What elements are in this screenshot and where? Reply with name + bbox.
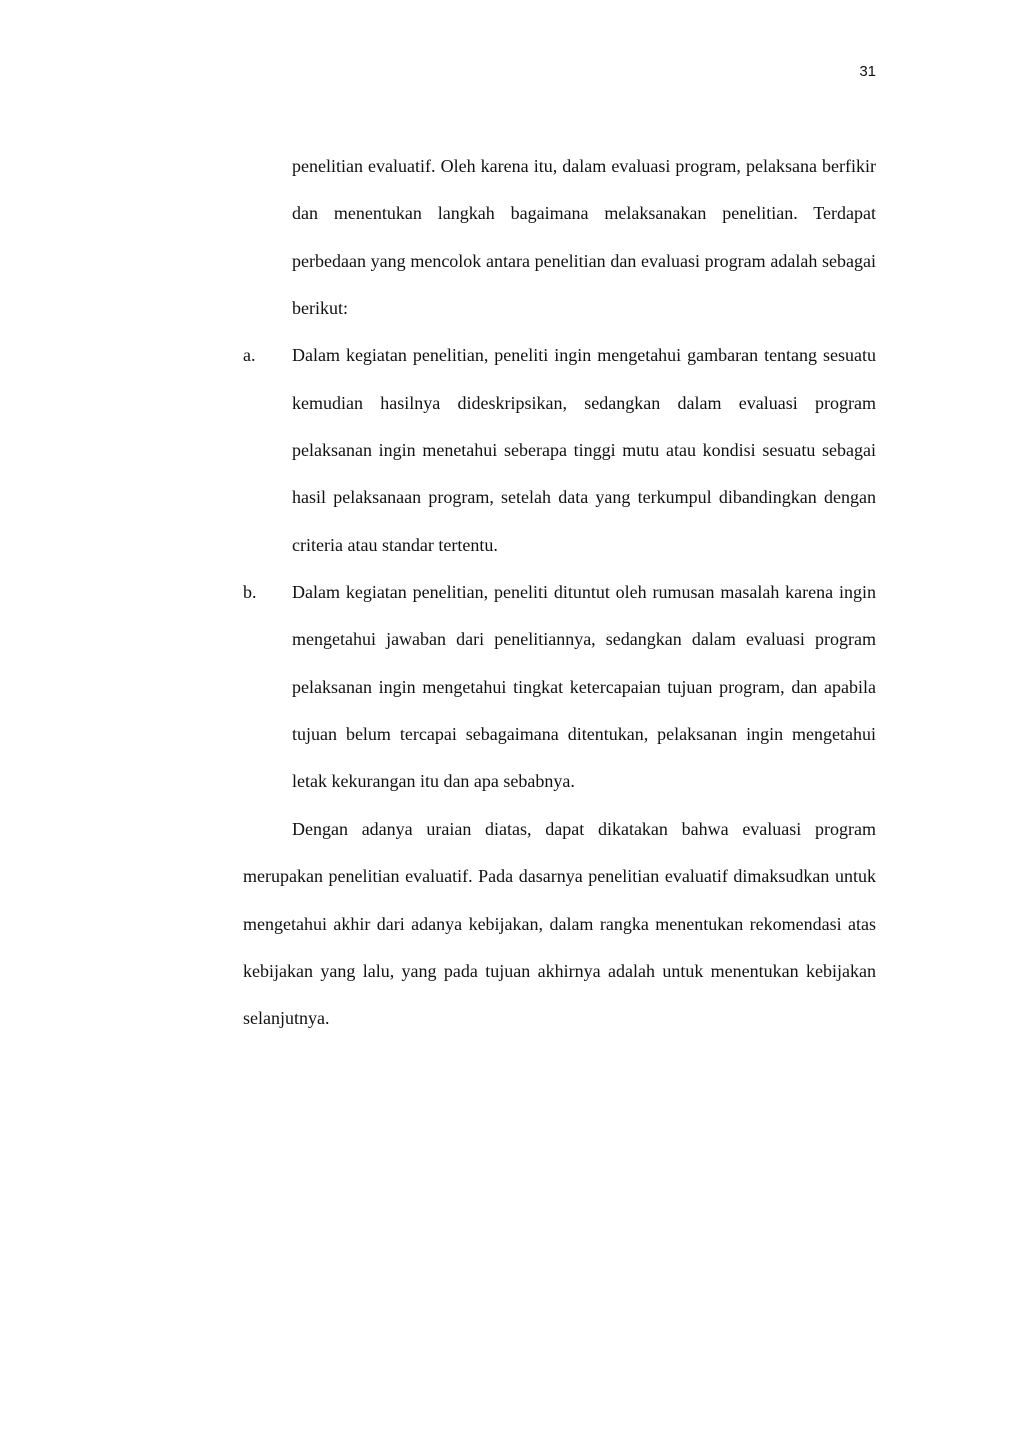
list-text-b: Dalam kegiatan penelitian, peneliti dituntut oleh rumusan masalah karena ingin mengetahui jawaban dari penelitiannya, sedangkan dalam evaluasi program pelaksanan ingin mengetahui tingkat ketercapaian tujuan program, dan apabila tujuan belum tercapai sebagaimana ditentukan, pelaksanan ingin mengetahui letak kekurangan itu dan apa sebabnya.	[292, 582, 876, 792]
intro-continuation-paragraph: penelitian evaluatif. Oleh karena itu, dalam evaluasi program, pelaksana berfikir dan menentukan langkah bagaimana melaksanakan penelitian. Terdapat perbedaan yang mencolok antara penelitian dan evaluasi program adalah sebagai berikut:	[292, 156, 876, 319]
list-item-a	[243, 332, 876, 569]
list-text-a: Dalam kegiatan penelitian, peneliti ingin mengetahui gambaran tentang sesuatu kemudian hasilnya dideskripsikan, sedangkan dalam evaluasi program pelaksanan ingin menetahui seberapa tinggi mutu atau kondisi sesuatu sebagai hasil pelaksanaan program, setelah data yang terkumpul dibandingkan dengan criteria atau standar tertentu.	[292, 345, 876, 555]
list-marker-b: b.	[243, 582, 257, 603]
document-body	[243, 143, 876, 1043]
page-number: 31	[859, 63, 876, 80]
list-marker-a: a.	[243, 345, 256, 366]
list-item-b	[243, 569, 876, 806]
closing-paragraph: Dengan adanya uraian diatas, dapat dikatakan bahwa evaluasi program merupakan penelitian evaluatif. Pada dasarnya penelitian evaluatif dimaksudkan untuk mengetahui akhir dari adanya kebijakan, dalam rangka menentukan rekomendasi atas kebijakan yang lalu, yang pada tujuan akhirnya adalah untuk menentukan kebijakan selanjutnya.	[243, 818, 876, 1029]
